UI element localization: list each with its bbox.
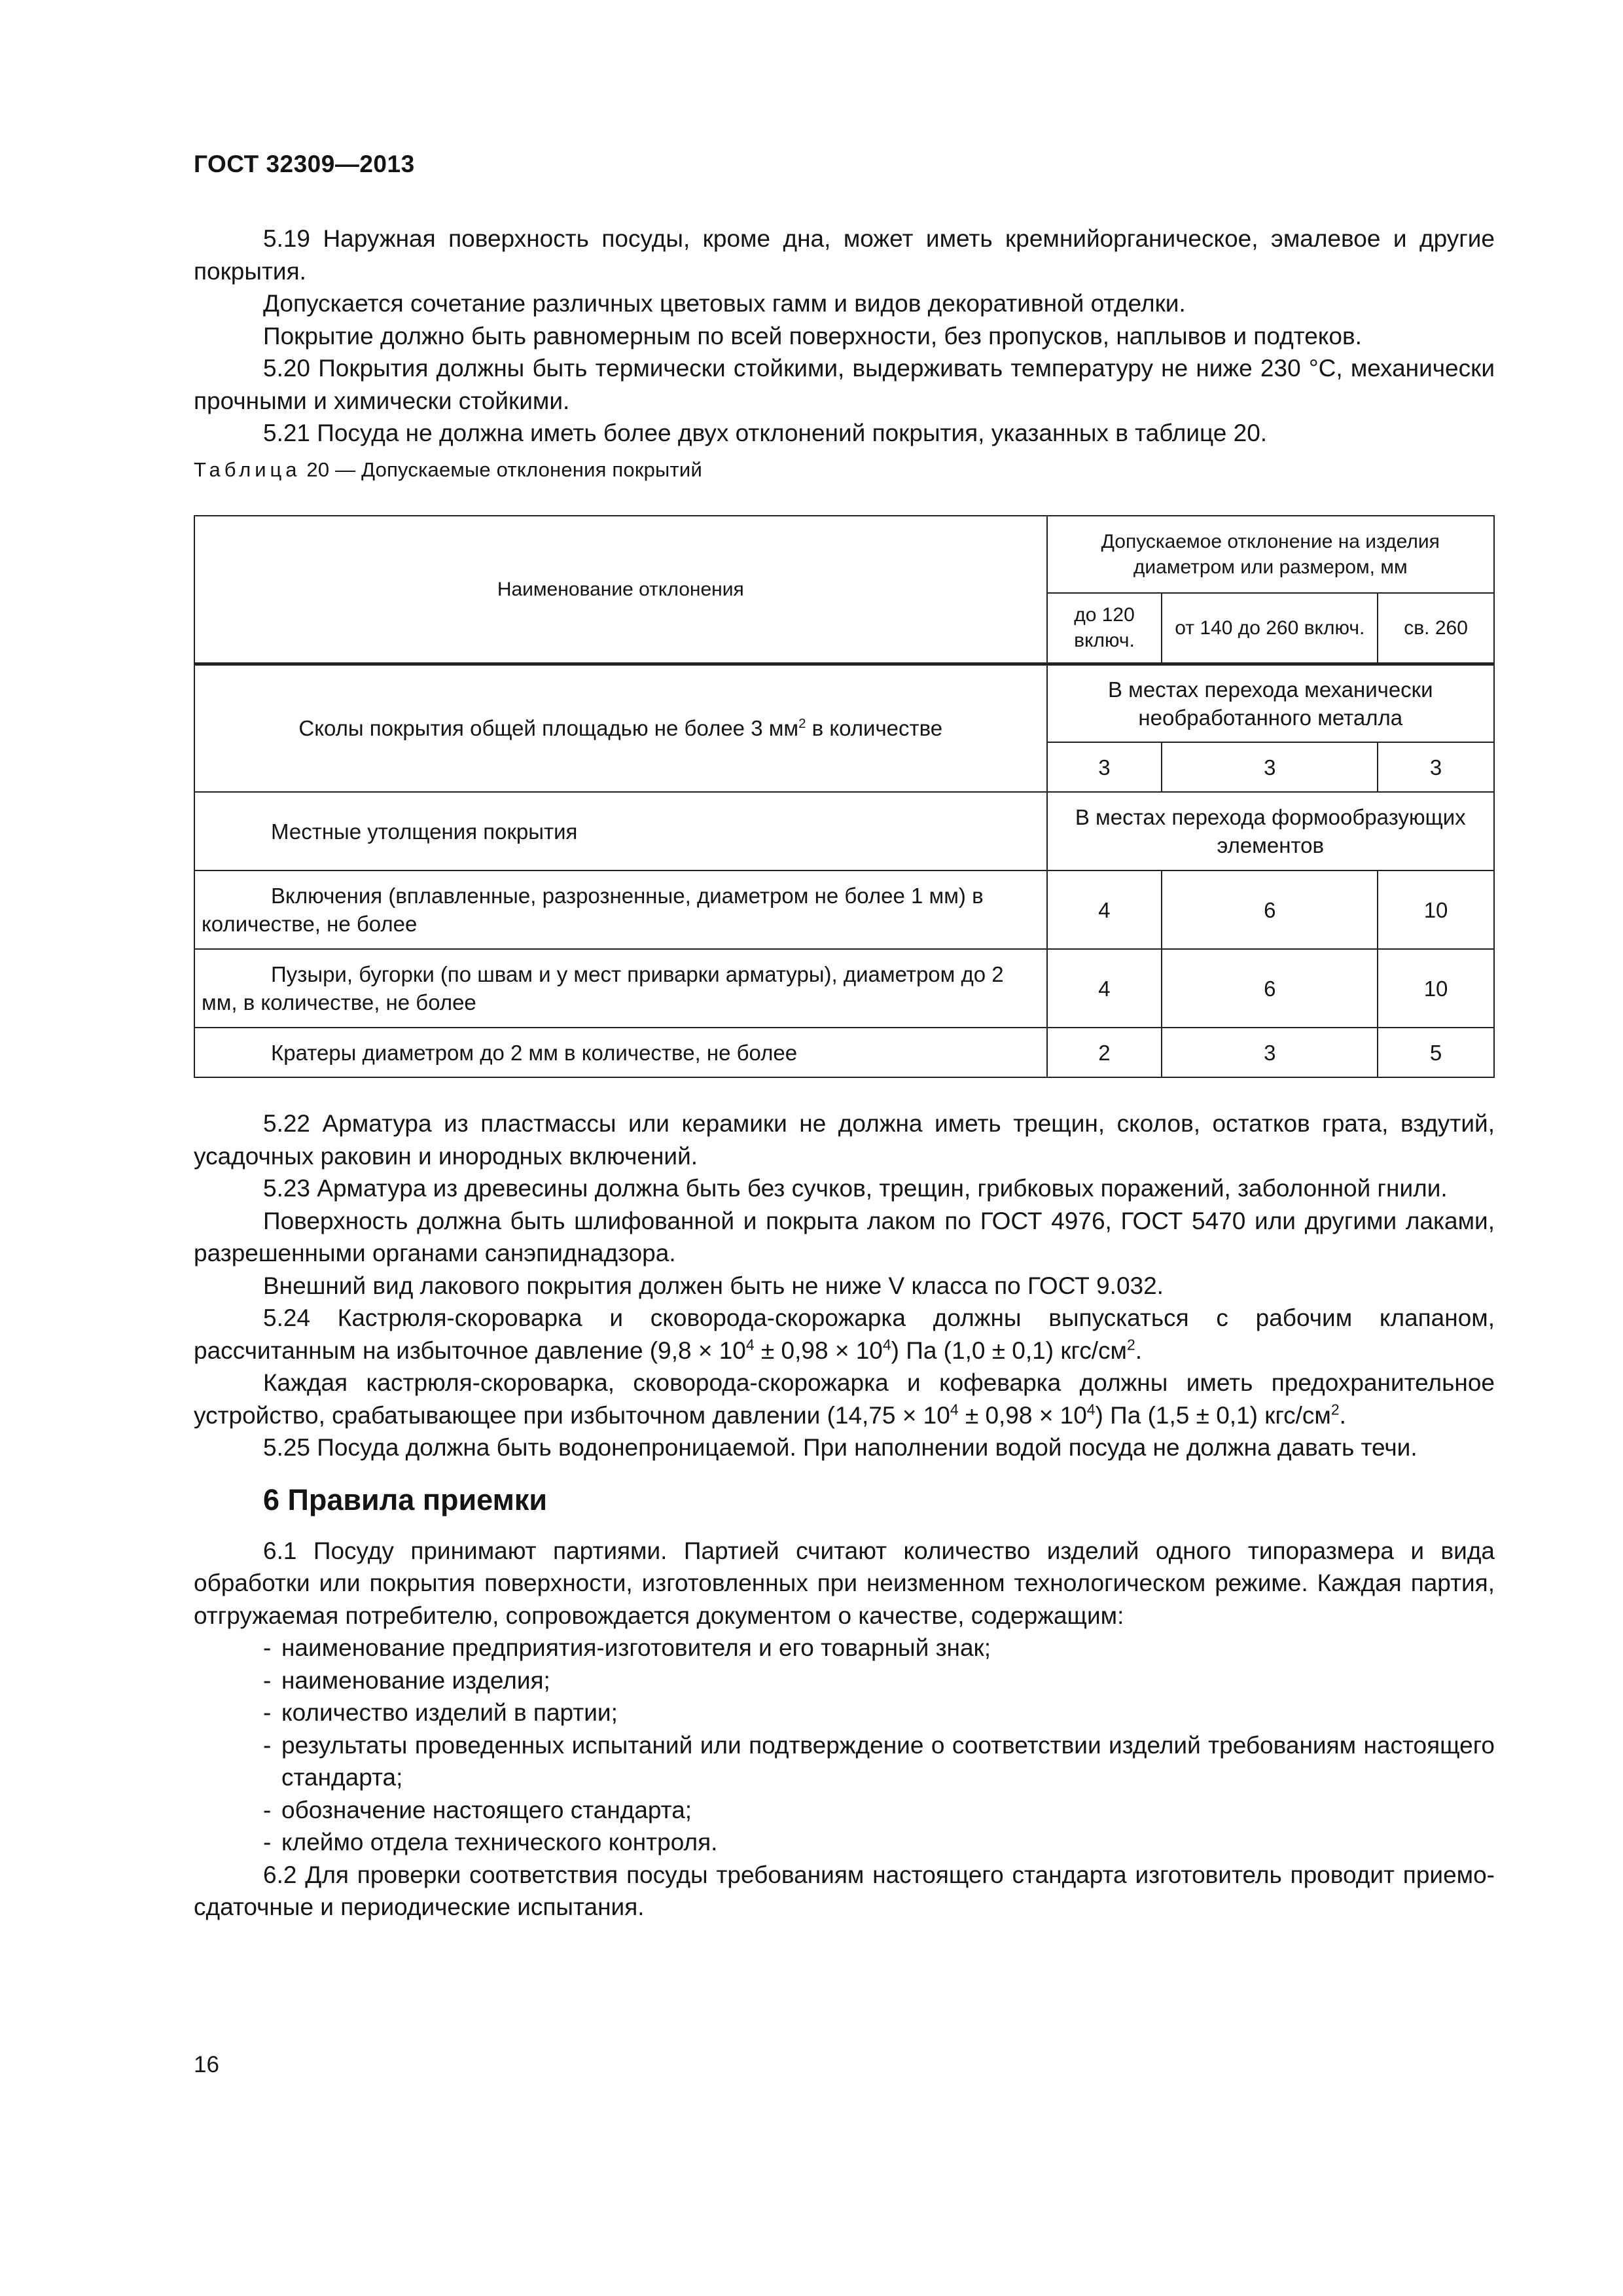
list-item: - результаты проведенных испытаний или подтверждение о соответствии изделий требованиям настоящего стандарта; <box>263 1731 1495 1791</box>
paragraph-lacquer-class: Внешний вид лакового покрытия должен быть не ниже V класса по ГОСТ 9.032. <box>263 1272 1164 1299</box>
row-chips-value-1: 3 <box>1047 742 1162 792</box>
lower-text-block <box>194 1107 1495 1924</box>
document-header: ГОСТ 32309—2013 <box>194 151 415 177</box>
row-inclusions-value-2: 6 <box>1162 870 1378 949</box>
table-caption-text: 20 — Допускаемые отклонения покрытий <box>300 457 702 481</box>
row-craters-value-3: 5 <box>1378 1028 1494 1077</box>
header-col-over-260: св. 260 <box>1378 593 1494 664</box>
paragraph-5-21: 5.21 Посуда не должна иметь более двух отклонений покрытия, указанных в таблице 20. <box>263 420 1268 446</box>
header-col-140-260: от 140 до 260 включ. <box>1162 593 1378 664</box>
paragraph-safety-device: Каждая кастрюля-скороварка, сковорода-скорожарка и кофеварка должны иметь предохранительное устройство, срабатывающее при избыточном давлении $(14,75 \times 10^4 \pm 0,98 \times 10^4)$ Па (1,5 ± 0,1) кгс/$см^2$. <box>194 1369 1495 1429</box>
note-forming-elements: В местах перехода формообразующих элементов <box>1047 792 1494 870</box>
page-number: 16 <box>194 2052 219 2077</box>
list-item: - клеймо отдела технического контроля. <box>263 1829 718 1856</box>
row-craters: Кратеры диаметром до 2 мм в количестве, не более <box>194 1028 1047 1077</box>
paragraph-decoration: Допускается сочетание различных цветовых гамм и видов декоративной отделки. <box>263 290 1186 317</box>
row-chips-value-3: 3 <box>1378 742 1494 792</box>
row-craters-value-2: 3 <box>1162 1028 1378 1077</box>
paragraph-lacquer: Поверхность должна быть шлифованной и покрыта лаком по ГОСТ 4976, ГОСТ 5470 или другими лаками, разрешенными органами санэпиднадзора. <box>194 1207 1495 1266</box>
document-page <box>194 0 1495 2296</box>
row-bubbles-value-3: 10 <box>1378 949 1494 1028</box>
paragraph-5-24: 5.24 Кастрюля-скороварка и сковорода-скорожарка должны выпускаться с рабочим клапаном, рассчитанным на избыточное давление $(9,8 \times 10^4 \pm 0,98 \times 10^4)$ Па (1,0 ± 0,1) кгс/$см^2$. <box>194 1304 1495 1364</box>
table-caption-label: Таблица <box>194 457 301 481</box>
row-local-thickening: Местные утолщения покрытия <box>194 792 1047 870</box>
row-chips-value-2: 3 <box>1162 742 1378 792</box>
paragraph-coating-uniform: Покрытие должно быть равномерным по всей поверхности, без пропусков, наплывов и подтеков. <box>263 322 1362 350</box>
row-inclusions-value-1: 4 <box>1047 870 1162 949</box>
row-bubbles: Пузыри, бугорки (по швам и у мест приварки арматуры), диаметром до 2 мм, в количестве, не более <box>194 949 1047 1028</box>
paragraph-5-20: 5.20 Покрытия должны быть термически стойкими, выдерживать температуру не ниже 230 °С, механически прочными и химически стойкими. <box>194 355 1495 414</box>
note-unprocessed-metal: В местах перехода механически необработанного металла <box>1047 664 1494 742</box>
row-inclusions-value-3: 10 <box>1378 870 1494 949</box>
list-item: - обозначение настоящего стандарта; <box>263 1796 692 1823</box>
paragraph-6-2: 6.2 Для проверки соответствия посуды требованиям настоящего стандарта изготовитель проводит приемо-сдаточные и периодические испытания. <box>194 1861 1495 1920</box>
paragraph-6-1: 6.1 Посуду принимают партиями. Партией считают количество изделий одного типоразмера и вида обработки или покрытия поверхности, изготовленных при неизменном технологическом режиме. Каждая партия, отгружаемая потребителю, сопровождается документом о качестве, содержащим: <box>194 1537 1495 1629</box>
row-chips: Сколы покрытия общей площадью не более 3 $мм^2$ в количестве <box>194 664 1047 792</box>
list-item: - количество изделий в партии; <box>263 1699 618 1726</box>
header-deviation-name: Наименование отклонения <box>194 516 1047 664</box>
paragraph-5-23: 5.23 Арматура из древесины должна быть без сучков, трещин, грибковых поражений, заболонной гнили. <box>263 1175 1448 1202</box>
list-item: - наименование изделия; <box>263 1666 550 1694</box>
row-bubbles-value-2: 6 <box>1162 949 1378 1028</box>
table-caption <box>194 456 1495 484</box>
list-item: - наименование предприятия-изготовителя и его товарный знак; <box>263 1634 991 1661</box>
header-col-up-to-120: до 120 включ. <box>1047 593 1162 664</box>
row-bubbles-value-1: 4 <box>1047 949 1162 1028</box>
section-6-title: 6 Правила приемки <box>263 1482 548 1516</box>
header-allowed-deviation: Допускаемое отклонение на изделия диаметром или размером, мм <box>1047 516 1494 593</box>
row-craters-value-1: 2 <box>1047 1028 1162 1077</box>
top-text-block <box>194 223 1495 484</box>
paragraph-5-22: 5.22 Арматура из пластмассы или керамики не должна иметь трещин, сколов, остатков грата, вздутий, усадочных раковин и инородных включений. <box>194 1110 1495 1170</box>
table-20 <box>194 515 1495 1078</box>
paragraph-5-19: 5.19 Наружная поверхность посуды, кроме дна, может иметь кремнийорганическое, эмалевое и другие покрытия. <box>194 225 1495 285</box>
row-inclusions: Включения (вплавленные, разрозненные, диаметром не более 1 мм) в количестве, не более <box>194 870 1047 949</box>
paragraph-5-25: 5.25 Посуда должна быть водонепроницаемой. При наполнении водой посуда не должна давать течи. <box>263 1434 1418 1461</box>
